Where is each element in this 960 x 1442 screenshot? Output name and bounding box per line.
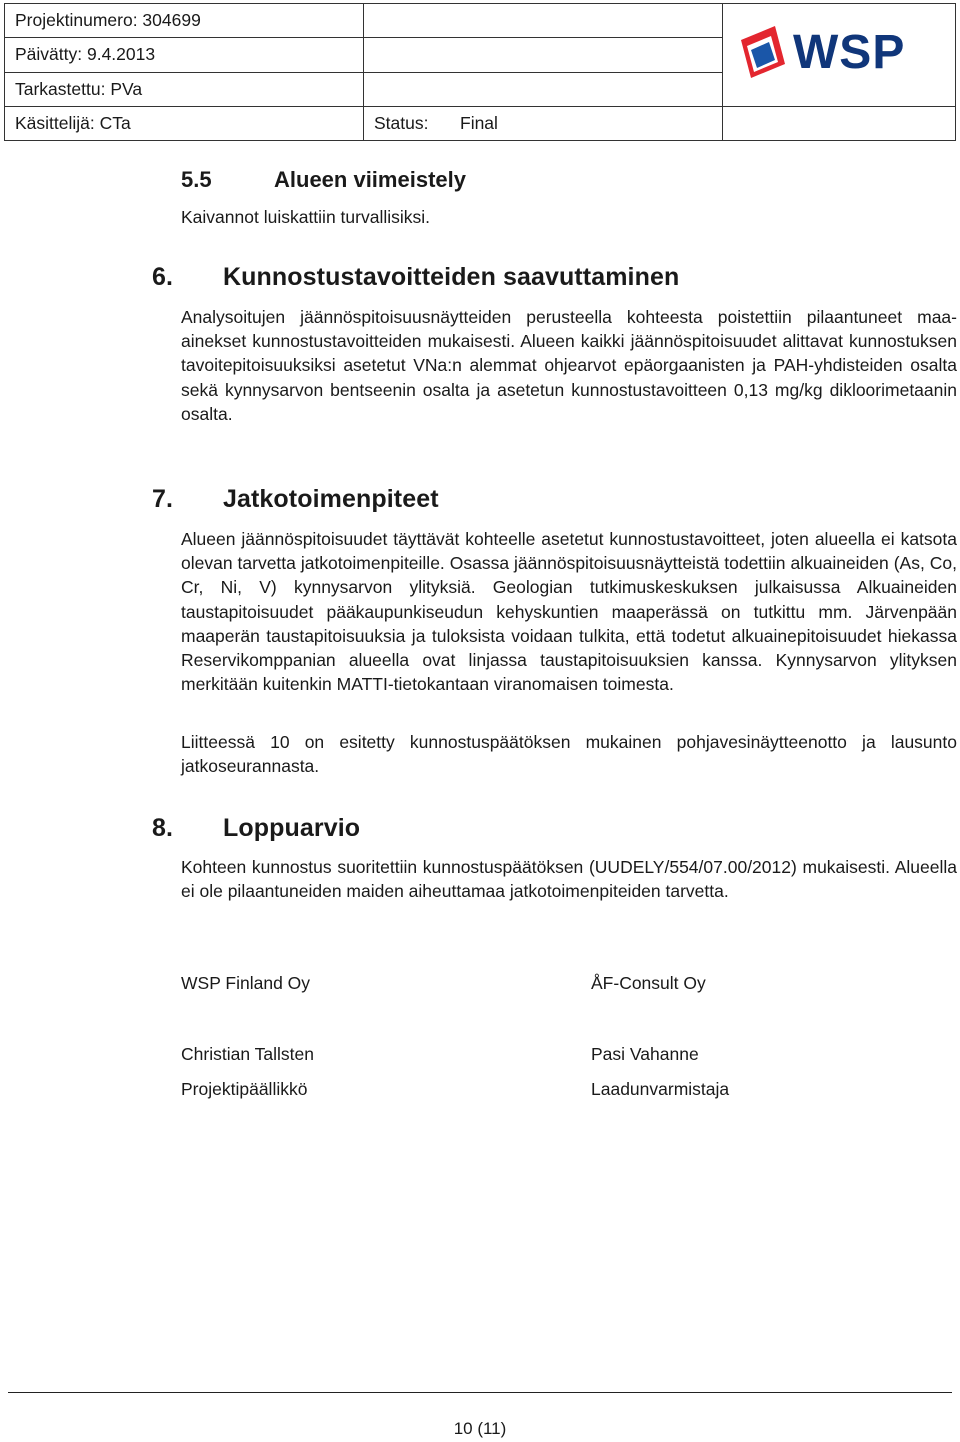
- section-title: Alueen viimeistely: [274, 167, 466, 192]
- signature-left-company: WSP Finland Oy: [181, 973, 311, 993]
- handler: Käsittelijä: CTa: [5, 106, 364, 140]
- logo-cell: [723, 4, 956, 107]
- logo-text: WSP: [793, 26, 906, 80]
- section-5-5-heading: [181, 167, 466, 193]
- section-number: 5.5: [181, 167, 212, 192]
- signature-right-role: Laadunvarmistaja: [591, 1079, 730, 1099]
- section-number: 6.: [152, 263, 174, 291]
- section-title: Loppuarvio: [223, 814, 361, 842]
- signature-right-company: ÅF-Consult Oy: [591, 973, 706, 993]
- updated-date: Päivätty: 9.4.2013: [5, 38, 364, 72]
- document-header: [4, 3, 956, 141]
- project-number: Projektinumero: 304699: [5, 4, 364, 38]
- section-number: 8.: [152, 814, 174, 842]
- checked-by: Tarkastettu: PVa: [5, 72, 364, 106]
- signature-right-name: Pasi Vahanne: [591, 1044, 699, 1064]
- header-empty-cell-2: [364, 38, 723, 72]
- header-empty-cell-3: [364, 72, 723, 106]
- signature-left-role: Projektipäällikkö: [181, 1079, 308, 1099]
- status-label: Status:: [374, 112, 429, 133]
- section-8-heading: [152, 814, 360, 843]
- status-value: Final: [460, 112, 498, 133]
- section-number: 7.: [152, 485, 174, 513]
- header-empty-cell-4: [723, 106, 956, 140]
- page-number: 10 (11): [453, 1419, 507, 1438]
- footer-divider: [8, 1392, 952, 1393]
- signature-left-name: Christian Tallsten: [181, 1044, 314, 1064]
- section-7-heading: [152, 485, 439, 514]
- header-empty-cell: [364, 4, 723, 38]
- section-8-text: Kohteen kunnostus suoritettiin kunnostuspäätöksen (UUDELY/554/07.00/2012) mukaisesti. Alueella ei ole pilaantuneiden maiden aiheuttamaa jatkotoimenpiteiden tarvetta.: [181, 857, 957, 902]
- section-7-text-2: Liitteessä 10 on esitetty kunnostuspäätöksen mukainen pohjavesinäytteenotto ja lausunto jatkoseurannasta.: [181, 732, 957, 777]
- section-5-5-text: Kaivannot luiskattiin turvallisiksi.: [181, 207, 430, 227]
- section-title: Jatkotoimenpiteet: [223, 485, 439, 513]
- section-title: Kunnostustavoitteiden saavuttaminen: [223, 263, 680, 291]
- section-6-heading: [152, 263, 679, 292]
- wsp-logo-icon: [739, 22, 939, 82]
- section-7-text: Alueen jäännöspitoisuudet täyttävät kohteelle asetetut kunnostustavoitteet, joten alueella ei katsota olevan tarvetta jatkotoimenpiteille. Osassa jäännöspitoisuusnäytteistä todettiin alkuaineiden (As, Co, Cr, Ni, V) kynnysarvon ylityksiä. Geologian tutkimuskeskuksen julkaisussa Alkuaineiden taustapitoisuudet pääkaupunkiseudun kehyskuntien maaperässä on tutkittu mm. Järvenpään maaperän taustapitoisuuksia ja tuloksista voidaan tulkita, että todetut alkuainepitoisuudet hiekassa Reservikomppanian alueella ovat linjassa taustapitoisuuksien kanssa. Kynnysarvon ylityksen merkitään kuitenkin MATTI-tietokantaan viranomaisen toimesta.: [181, 529, 957, 695]
- status-cell: [364, 106, 723, 140]
- wsp-logo: [739, 22, 939, 82]
- section-6-text: Analysoitujen jäännöspitoisuusnäytteiden perusteella kohteesta poistettiin pilaantuneet maa-ainekset kunnostustavoitteiden mukaisesti. Alueen kaikki jäännöspitoisuudet alittavat kunnostuksen tavoitepitoisuuksiksi asetetut VNa:n alemmat ohjearvot epäorgaanisten ja PAH-yhdisteiden osalta sekä kynnysarvon bentseenin osalta ja asetetun kunnostustavoitteen 0,13 mg/kg dikloorimetaanin osalta.: [181, 307, 957, 424]
